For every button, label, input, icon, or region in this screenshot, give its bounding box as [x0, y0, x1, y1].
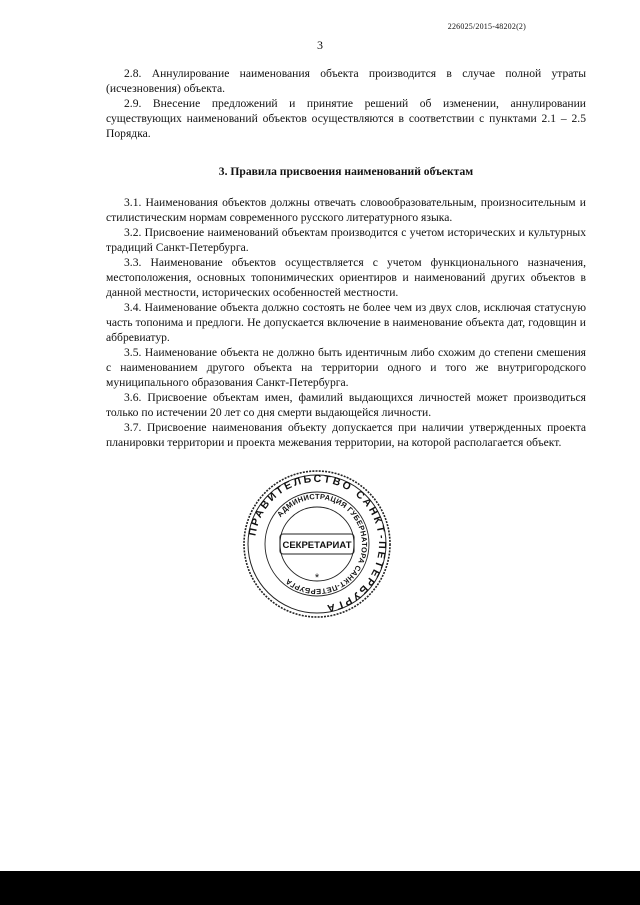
paragraph-3-7: 3.7. Присвоение наименования объекту допускается при наличии утвержденных проекта планировки территории и проекта межевания территории, на которой располагается объект. [106, 421, 586, 449]
seal-outer-text: ПРАВИТЕЛЬСТВО САНКТ-ПЕТЕРБУРГА [246, 472, 389, 615]
seal-inner-text: АДМИНИСТРАЦИЯ ГУБЕРНАТОРА САНКТ-ПЕТЕРБУРГА [275, 491, 370, 597]
paragraph-3-4: 3.4. Наименование объекта должно состоять не более чем из двух слов, исключая статусную часть топонима и предлоги. Не допускается включение в наименование объекта дат, годовщин и аббревиатур. [106, 301, 586, 344]
scan-bottom-bar [0, 871, 640, 905]
paragraph-3-5: 3.5. Наименование объекта не должно быть идентичным либо схожим до степени смешения с наименованием другого объекта на территории одного и того же внутригородского муниципального образования Санкт-Петербурга. [106, 346, 586, 389]
paragraph-3-1: 3.1. Наименования объектов должны отвечать словообразовательным, произносительным и стилистическим нормам современного русского литературного языка. [106, 196, 586, 224]
document-body [106, 66, 586, 450]
paragraph-2-8: 2.8. Аннулирование наименования объекта производится в случае полной утраты (исчезновения) объекта. [106, 67, 586, 95]
paragraph-2-9: 2.9. Внесение предложений и принятие решений об изменении, аннулировании существующих наименований объектов осуществляются в соответствии с пунктами 2.1 – 2.5 Порядка. [106, 97, 586, 140]
paragraph-3-2: 3.2. Присвоение наименований объектам производится с учетом исторических и культурных традиций Санкт-Петербурга. [106, 226, 586, 254]
seal-star-icon: * [314, 572, 320, 584]
document-code: 226025/2015-48202(2) [447, 22, 526, 31]
paragraph-3-6: 3.6. Присвоение объектам имен, фамилий выдающихся личностей может производиться только по истечении 20 лет со дня смерти выдающейся личности. [106, 391, 586, 419]
section-title: 3. Правила присвоения наименований объектам [218, 165, 474, 178]
paragraph-3-3: 3.3. Наименование объектов осуществляется с учетом функционального назначения, местоположения, основных топонимических ориентиров и наименований других объектов в данной местности, исторических особенностей местности. [106, 256, 586, 299]
page-number: 3 [317, 38, 323, 52]
seal-center-text: СЕКРЕТАРИАТ [282, 540, 352, 551]
official-seal [242, 469, 392, 619]
